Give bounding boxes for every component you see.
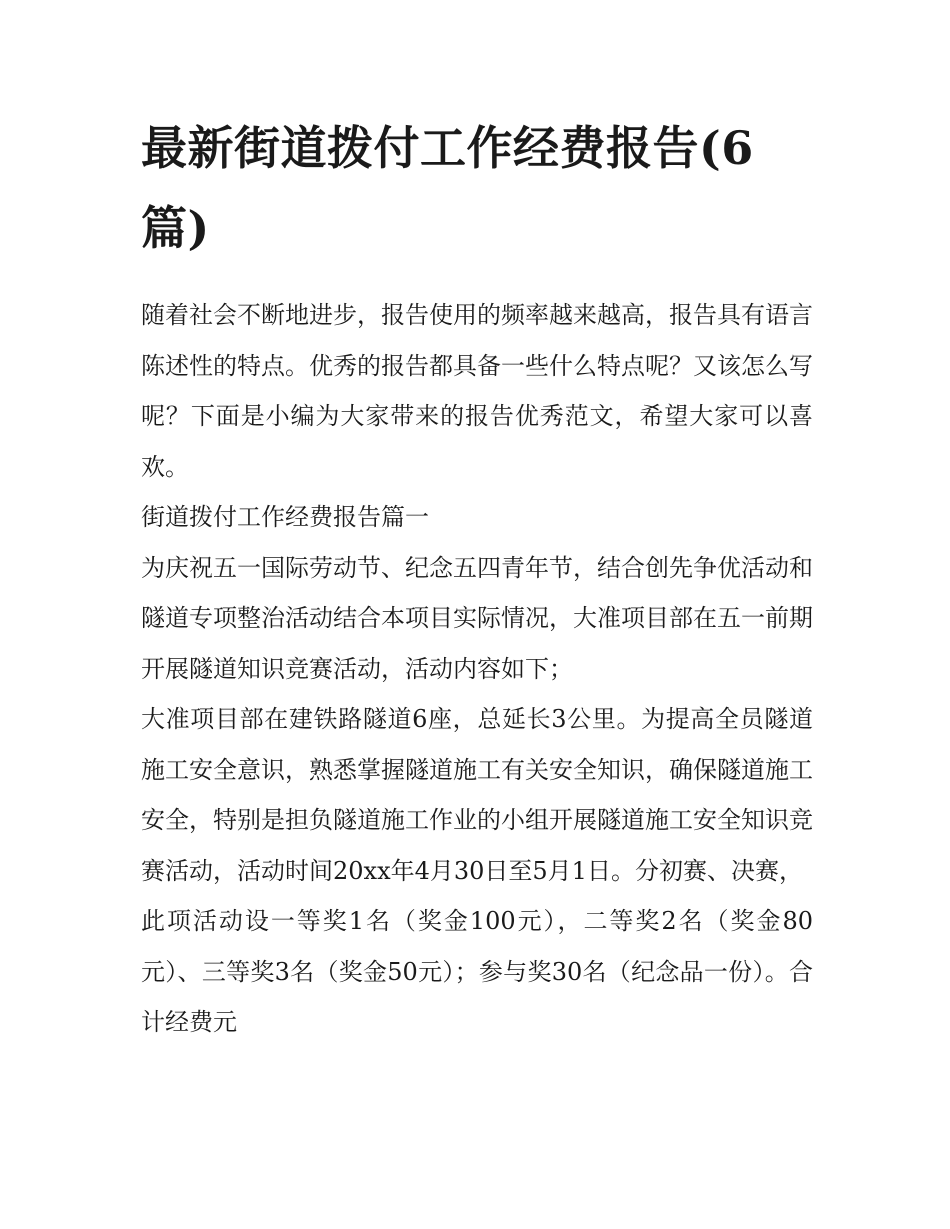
- section-heading: 街道拨付工作经费报告篇一: [141, 503, 429, 531]
- document-title: 最新街道拨付工作经费报告(6篇): [141, 121, 754, 255]
- document-body: [141, 108, 813, 1048]
- intro-paragraph: 随着社会不断地进步，报告使用的频率越来越高，报告具有语言陈述性的特点。优秀的报告都具备一些什么特点呢？又该怎么写呢？下面是小编为大家带来的报告优秀范文，希望大家可以喜欢。: [141, 301, 813, 481]
- body-paragraph: 为庆祝五一国际劳动节、纪念五四青年节，结合创先争优活动和隧道专项整治活动结合本项目实际情况，大准项目部在五一前期开展隧道知识竞赛活动，活动内容如下；: [141, 553, 813, 683]
- body-paragraph: 大准项目部在建铁路隧道6座，总延长3公里。为提高全员隧道施工安全意识，熟悉掌握隧道施工有关安全知识，确保隧道施工安全，特别是担负隧道施工作业的小组开展隧道施工安全知识竞赛活动，活动时间20xx年4月30日至5月1日。分初赛、决赛，: [141, 705, 813, 885]
- body-paragraph: 此项活动设一等奖1名（奖金100元），二等奖2名（奖金80元）、三等奖3名（奖金50元）；参与奖30名（纪念品一份）。合计经费元: [141, 907, 813, 1036]
